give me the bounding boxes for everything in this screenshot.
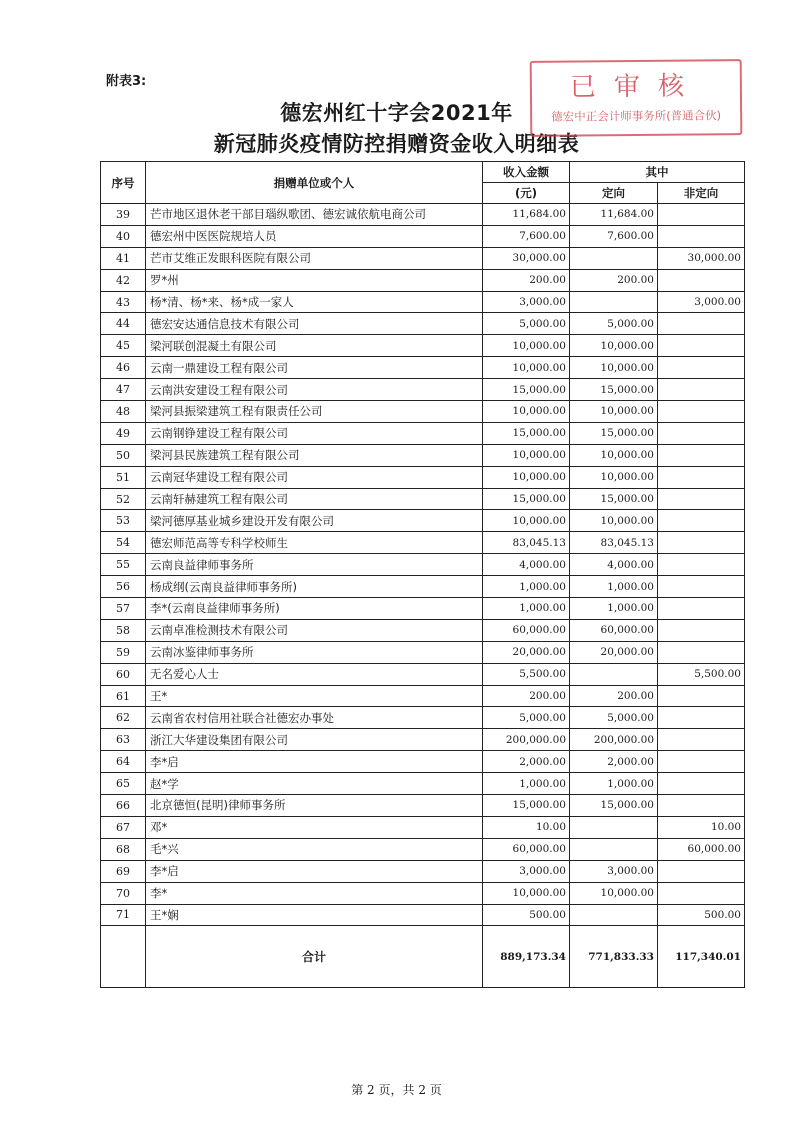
row-directed	[570, 247, 658, 269]
row-donor: 德宏安达通信息技术有限公司	[146, 313, 483, 335]
row-directed: 15,000.00	[570, 488, 658, 510]
row-donor: 邓*	[146, 816, 483, 838]
header-directed: 定向	[570, 183, 658, 204]
row-seq: 70	[101, 882, 146, 904]
row-non-directed	[658, 422, 745, 444]
row-non-directed	[658, 554, 745, 576]
row-seq: 48	[101, 401, 146, 423]
total-directed: 771,833.33	[570, 926, 658, 988]
row-donor: 罗*州	[146, 269, 483, 291]
row-seq: 50	[101, 444, 146, 466]
row-income: 200,000.00	[483, 729, 570, 751]
row-seq: 66	[101, 795, 146, 817]
row-non-directed	[658, 510, 745, 532]
row-seq: 42	[101, 269, 146, 291]
row-donor: 梁河德厚基业城乡建设开发有限公司	[146, 510, 483, 532]
table-row	[101, 576, 745, 598]
row-directed: 10,000.00	[570, 357, 658, 379]
row-donor: 毛*兴	[146, 838, 483, 860]
row-seq: 49	[101, 422, 146, 444]
row-directed: 10,000.00	[570, 401, 658, 423]
row-directed: 2,000.00	[570, 751, 658, 773]
row-non-directed	[658, 357, 745, 379]
row-seq: 69	[101, 860, 146, 882]
row-non-directed: 500.00	[658, 904, 745, 926]
row-seq: 60	[101, 663, 146, 685]
table-row	[101, 247, 745, 269]
row-donor: 云南一鼎建设工程有限公司	[146, 357, 483, 379]
table-body	[101, 162, 745, 988]
row-directed: 1,000.00	[570, 576, 658, 598]
appendix-label: 附表3:	[106, 74, 147, 89]
row-donor: 王*娴	[146, 904, 483, 926]
row-income: 5,500.00	[483, 663, 570, 685]
row-income: 200.00	[483, 685, 570, 707]
row-donor: 云南钢铮建设工程有限公司	[146, 422, 483, 444]
row-seq: 57	[101, 598, 146, 620]
row-directed: 15,000.00	[570, 379, 658, 401]
row-seq: 56	[101, 576, 146, 598]
table-row	[101, 685, 745, 707]
table-row	[101, 882, 745, 904]
row-non-directed	[658, 313, 745, 335]
row-non-directed: 30,000.00	[658, 247, 745, 269]
row-directed: 5,000.00	[570, 707, 658, 729]
row-seq: 68	[101, 838, 146, 860]
row-seq: 44	[101, 313, 146, 335]
row-income: 10,000.00	[483, 510, 570, 532]
row-non-directed	[658, 488, 745, 510]
table-row	[101, 291, 745, 313]
row-income: 10,000.00	[483, 401, 570, 423]
row-donor: 杨成纲(云南良益律师事务所)	[146, 576, 483, 598]
table-row	[101, 204, 745, 226]
row-income: 4,000.00	[483, 554, 570, 576]
row-seq: 39	[101, 204, 146, 226]
row-income: 3,000.00	[483, 860, 570, 882]
page-title-line-1: 德宏州红十字会2021年	[280, 101, 513, 125]
row-income: 15,000.00	[483, 422, 570, 444]
row-directed: 10,000.00	[570, 882, 658, 904]
row-seq: 43	[101, 291, 146, 313]
row-income: 60,000.00	[483, 838, 570, 860]
row-directed: 60,000.00	[570, 619, 658, 641]
header-income-line1: 收入金额	[483, 162, 570, 183]
row-seq: 55	[101, 554, 146, 576]
table-row	[101, 401, 745, 423]
row-donor: 云南省农村信用社联合社德宏办事处	[146, 707, 483, 729]
row-non-directed	[658, 882, 745, 904]
table-row	[101, 422, 745, 444]
total-row	[101, 926, 745, 988]
table-row	[101, 554, 745, 576]
row-donor: 梁河县振梁建筑工程有限责任公司	[146, 401, 483, 423]
table-row	[101, 532, 745, 554]
row-seq: 63	[101, 729, 146, 751]
row-donor: 云南洪安建设工程有限公司	[146, 379, 483, 401]
table-row	[101, 838, 745, 860]
row-donor: 云南良益律师事务所	[146, 554, 483, 576]
row-non-directed	[658, 773, 745, 795]
row-directed: 15,000.00	[570, 422, 658, 444]
header-donor: 捐赠单位或个人	[146, 162, 483, 204]
header-seq: 序号	[101, 162, 146, 204]
row-donor: 李*启	[146, 860, 483, 882]
row-non-directed	[658, 795, 745, 817]
row-donor: 云南冰鉴律师事务所	[146, 641, 483, 663]
row-seq: 58	[101, 619, 146, 641]
row-non-directed	[658, 598, 745, 620]
row-non-directed	[658, 269, 745, 291]
row-seq: 51	[101, 466, 146, 488]
row-directed	[570, 904, 658, 926]
row-non-directed	[658, 685, 745, 707]
row-donor: 李*	[146, 882, 483, 904]
table-row	[101, 269, 745, 291]
row-donor: 芒市艾维正发眼科医院有限公司	[146, 247, 483, 269]
row-income: 30,000.00	[483, 247, 570, 269]
total-label: 合计	[146, 926, 483, 988]
row-directed: 200,000.00	[570, 729, 658, 751]
row-donor: 梁河县民族建筑工程有限公司	[146, 444, 483, 466]
donation-income-table	[100, 161, 745, 988]
table-row	[101, 641, 745, 663]
row-seq: 40	[101, 225, 146, 247]
header-income-line2: (元)	[483, 183, 570, 204]
row-directed: 10,000.00	[570, 335, 658, 357]
table-row	[101, 225, 745, 247]
total-non-directed: 117,340.01	[658, 926, 745, 988]
header-group: 其中	[570, 162, 745, 183]
row-seq: 41	[101, 247, 146, 269]
row-directed: 3,000.00	[570, 860, 658, 882]
row-income: 1,000.00	[483, 576, 570, 598]
row-directed: 1,000.00	[570, 773, 658, 795]
row-directed	[570, 816, 658, 838]
row-non-directed	[658, 532, 745, 554]
row-seq: 53	[101, 510, 146, 532]
row-directed: 15,000.00	[570, 795, 658, 817]
row-income: 10,000.00	[483, 882, 570, 904]
row-seq: 54	[101, 532, 146, 554]
page-footer: 第 2 页，共 2 页	[351, 1083, 442, 1097]
table-row	[101, 619, 745, 641]
row-directed: 200.00	[570, 685, 658, 707]
row-seq: 64	[101, 751, 146, 773]
row-income: 2,000.00	[483, 751, 570, 773]
row-seq: 67	[101, 816, 146, 838]
row-non-directed	[658, 335, 745, 357]
row-donor: 芒市地区退休老干部目瑙纵歌团、德宏诚依航电商公司	[146, 204, 483, 226]
row-donor: 云南卓准检测技术有限公司	[146, 619, 483, 641]
row-donor: 浙江大华建设集团有限公司	[146, 729, 483, 751]
table-row	[101, 707, 745, 729]
table-row	[101, 488, 745, 510]
row-income: 15,000.00	[483, 488, 570, 510]
row-seq: 46	[101, 357, 146, 379]
table-row	[101, 816, 745, 838]
row-income: 10,000.00	[483, 466, 570, 488]
row-non-directed	[658, 729, 745, 751]
table-row	[101, 357, 745, 379]
row-non-directed	[658, 619, 745, 641]
row-seq: 61	[101, 685, 146, 707]
row-directed: 200.00	[570, 269, 658, 291]
table-row	[101, 510, 745, 532]
row-seq: 52	[101, 488, 146, 510]
row-non-directed	[658, 466, 745, 488]
row-donor: 王*	[146, 685, 483, 707]
row-donor: 李*启	[146, 751, 483, 773]
table-row	[101, 729, 745, 751]
row-income: 5,000.00	[483, 707, 570, 729]
row-donor: 北京德恒(昆明)律师事务所	[146, 795, 483, 817]
row-non-directed	[658, 860, 745, 882]
row-directed: 83,045.13	[570, 532, 658, 554]
row-seq: 45	[101, 335, 146, 357]
row-directed: 1,000.00	[570, 598, 658, 620]
row-non-directed: 60,000.00	[658, 838, 745, 860]
row-income: 200.00	[483, 269, 570, 291]
row-non-directed: 10.00	[658, 816, 745, 838]
row-income: 20,000.00	[483, 641, 570, 663]
table-row	[101, 860, 745, 882]
row-income: 10.00	[483, 816, 570, 838]
row-non-directed	[658, 379, 745, 401]
table-row	[101, 335, 745, 357]
row-directed: 5,000.00	[570, 313, 658, 335]
row-donor: 云南轩赫建筑工程有限公司	[146, 488, 483, 510]
table-row	[101, 598, 745, 620]
row-income: 11,684.00	[483, 204, 570, 226]
table-row	[101, 444, 745, 466]
table-row	[101, 795, 745, 817]
table-row	[101, 663, 745, 685]
row-non-directed	[658, 401, 745, 423]
row-non-directed	[658, 576, 745, 598]
table-row	[101, 379, 745, 401]
table-row	[101, 313, 745, 335]
row-income: 3,000.00	[483, 291, 570, 313]
row-directed: 20,000.00	[570, 641, 658, 663]
header-row-1	[101, 162, 745, 183]
table-row	[101, 751, 745, 773]
total-seq-blank	[101, 926, 146, 988]
row-directed	[570, 838, 658, 860]
table-row	[101, 904, 745, 926]
row-directed: 11,684.00	[570, 204, 658, 226]
row-seq: 62	[101, 707, 146, 729]
row-non-directed	[658, 444, 745, 466]
row-donor: 李*(云南良益律师事务所)	[146, 598, 483, 620]
table-row	[101, 773, 745, 795]
row-income: 500.00	[483, 904, 570, 926]
row-income: 10,000.00	[483, 335, 570, 357]
row-donor: 无名爱心人士	[146, 663, 483, 685]
row-income: 83,045.13	[483, 532, 570, 554]
row-income: 1,000.00	[483, 598, 570, 620]
row-directed: 4,000.00	[570, 554, 658, 576]
page-title-line-2: 新冠肺炎疫情防控捐赠资金收入明细表	[213, 132, 580, 156]
row-non-directed	[658, 204, 745, 226]
row-income: 60,000.00	[483, 619, 570, 641]
stamp-main-text: 已审核	[569, 71, 703, 103]
row-seq: 47	[101, 379, 146, 401]
stamp-sub-text: 德宏中正会计师事务所(普通合伙)	[551, 108, 722, 124]
row-seq: 59	[101, 641, 146, 663]
row-donor: 赵*学	[146, 773, 483, 795]
row-income: 1,000.00	[483, 773, 570, 795]
row-directed: 7,600.00	[570, 225, 658, 247]
row-donor: 杨*清、杨*来、杨*成一家人	[146, 291, 483, 313]
row-non-directed	[658, 641, 745, 663]
row-donor: 云南冠华建设工程有限公司	[146, 466, 483, 488]
row-seq: 71	[101, 904, 146, 926]
total-income: 889,173.34	[483, 926, 570, 988]
row-income: 7,600.00	[483, 225, 570, 247]
row-income: 15,000.00	[483, 795, 570, 817]
row-income: 10,000.00	[483, 357, 570, 379]
row-donor: 梁河联创混凝土有限公司	[146, 335, 483, 357]
row-directed: 10,000.00	[570, 510, 658, 532]
row-donor: 德宏州中医医院规培人员	[146, 225, 483, 247]
row-income: 15,000.00	[483, 379, 570, 401]
row-directed: 10,000.00	[570, 444, 658, 466]
row-donor: 德宏师范高等专科学校师生	[146, 532, 483, 554]
row-income: 10,000.00	[483, 444, 570, 466]
table-row	[101, 466, 745, 488]
row-non-directed	[658, 225, 745, 247]
row-directed	[570, 663, 658, 685]
row-non-directed: 5,500.00	[658, 663, 745, 685]
row-directed	[570, 291, 658, 313]
row-directed: 10,000.00	[570, 466, 658, 488]
header-non-directed: 非定向	[658, 183, 745, 204]
row-non-directed: 3,000.00	[658, 291, 745, 313]
row-seq: 65	[101, 773, 146, 795]
audit-stamp	[530, 59, 743, 137]
row-non-directed	[658, 751, 745, 773]
row-non-directed	[658, 707, 745, 729]
row-income: 5,000.00	[483, 313, 570, 335]
